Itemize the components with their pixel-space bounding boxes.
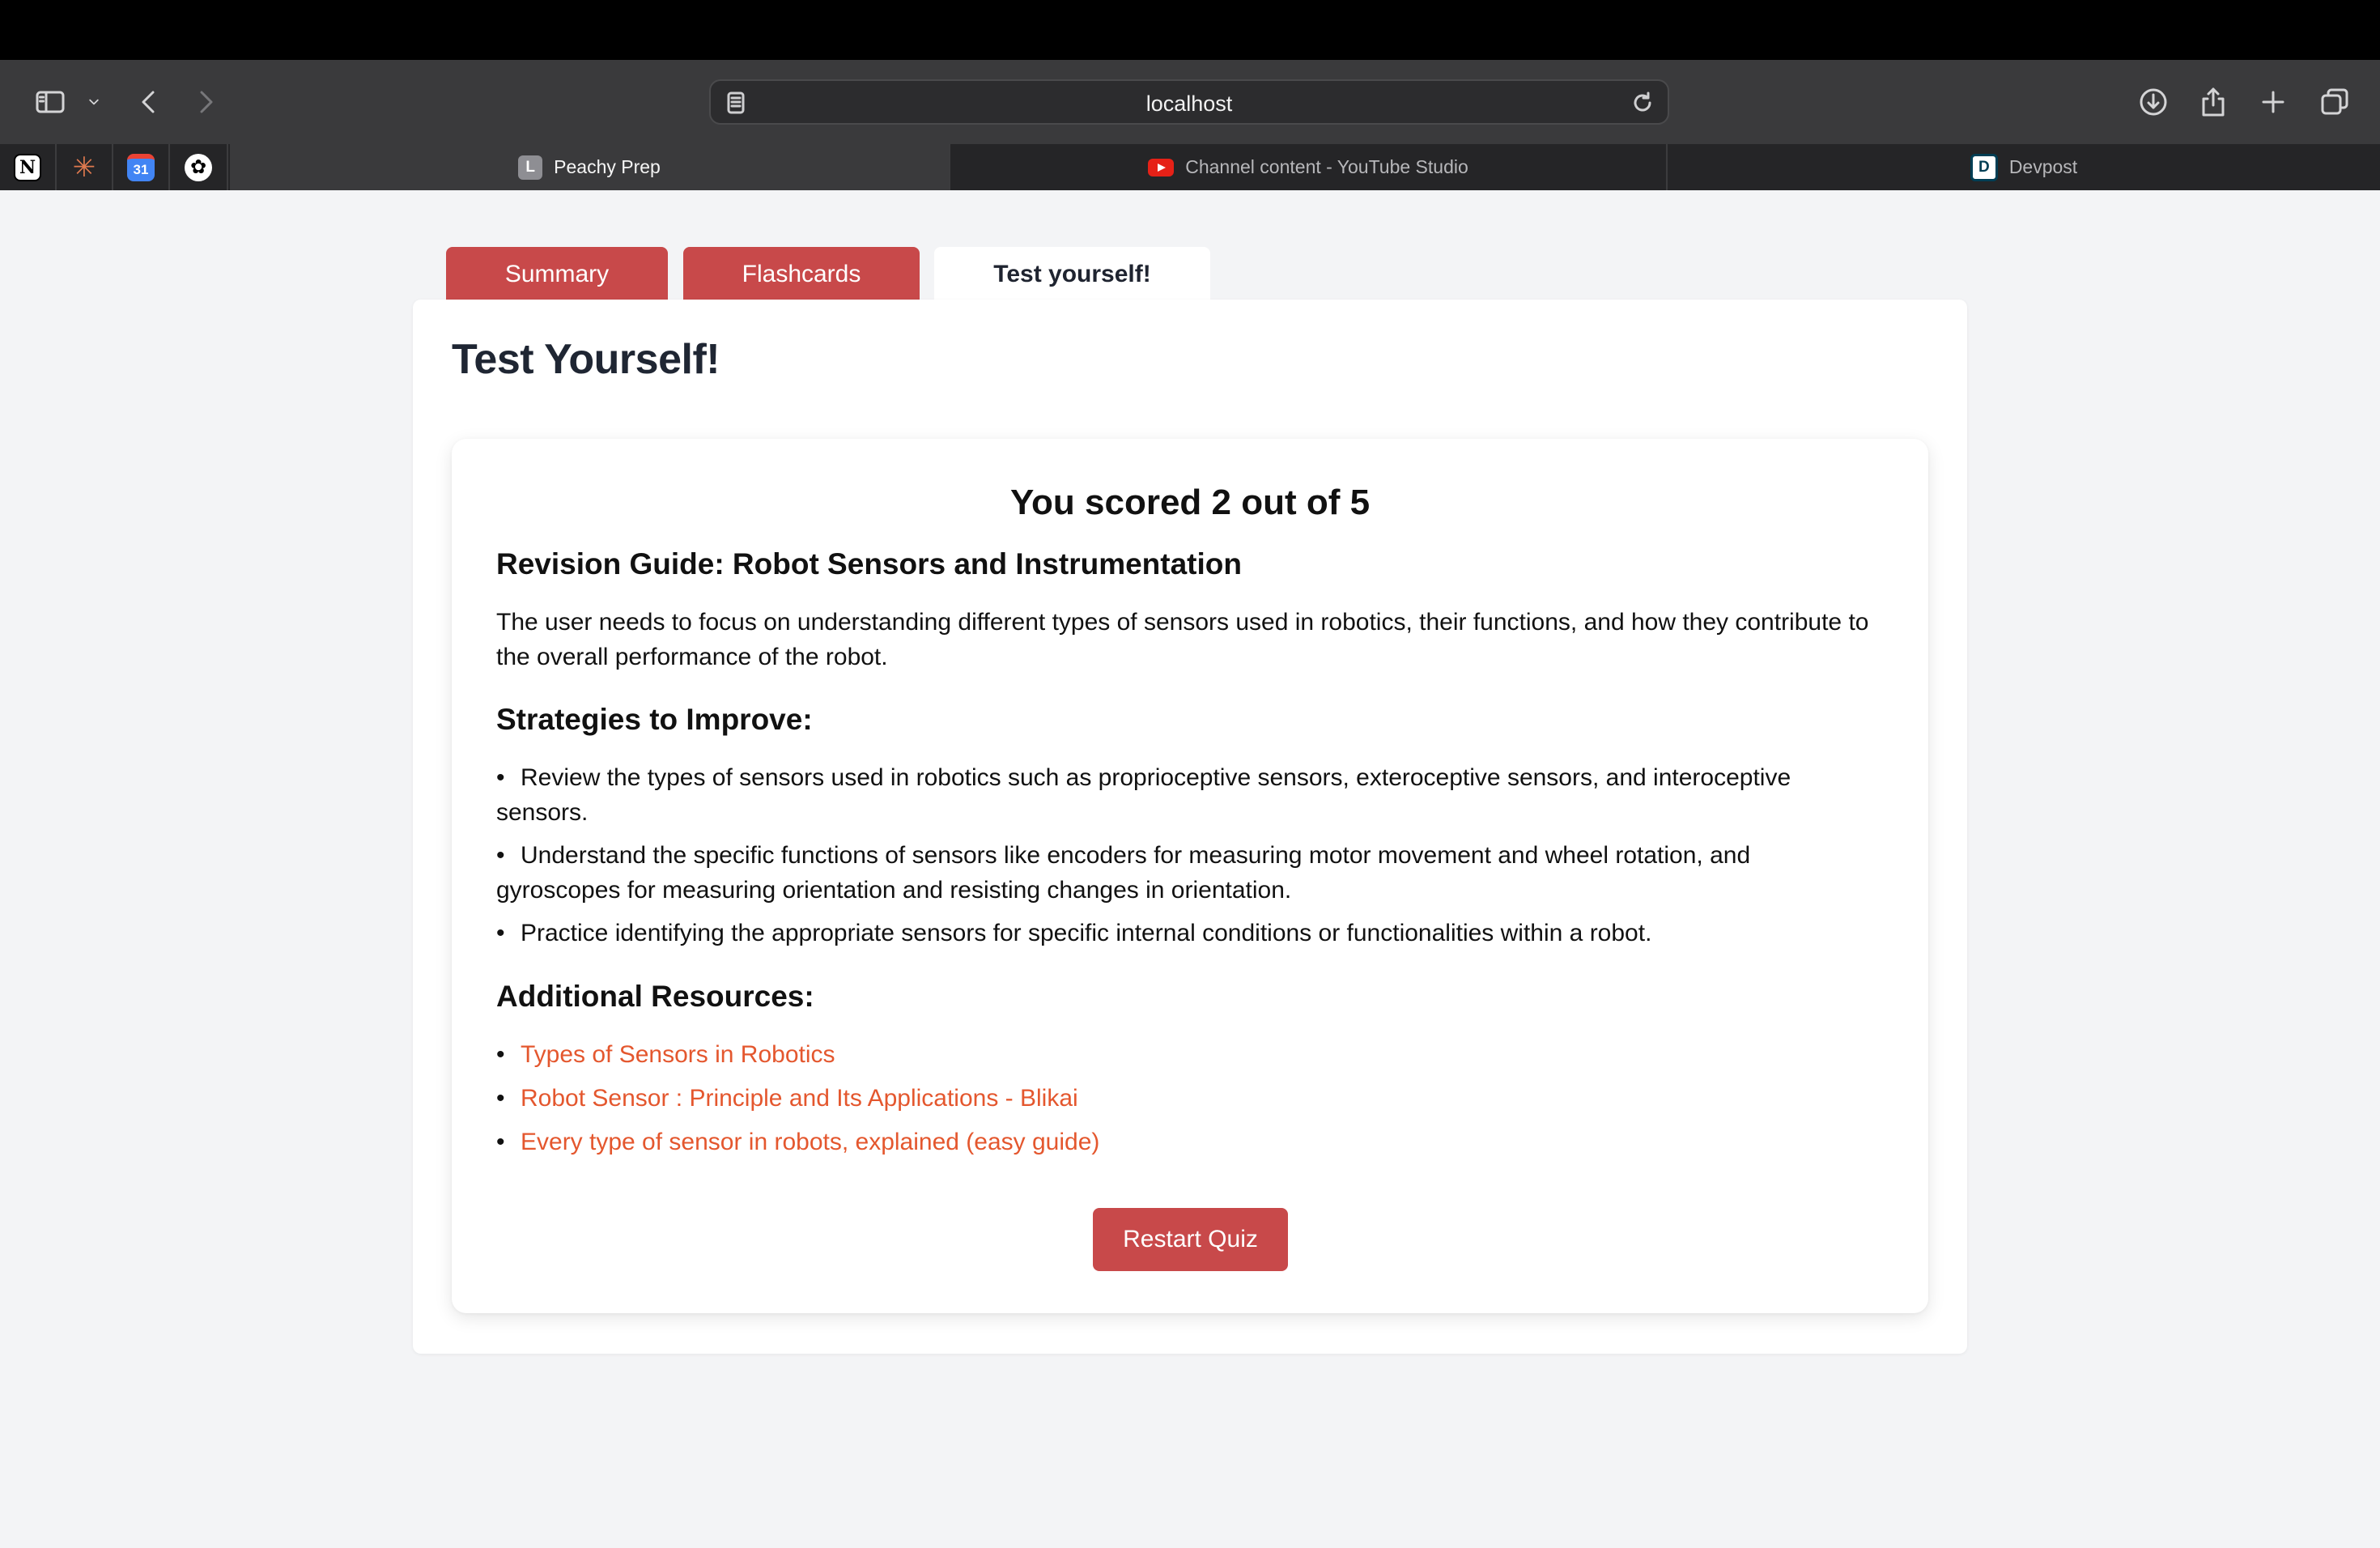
reload-icon[interactable] (1629, 89, 1656, 117)
restart-quiz-button[interactable]: Restart Quiz (1093, 1208, 1288, 1271)
browser-tab-devpost[interactable] (1666, 144, 2380, 190)
downloads-icon[interactable] (2132, 81, 2174, 123)
tab-flashcards[interactable]: Flashcards (683, 247, 920, 302)
notion-icon: N (14, 154, 41, 181)
tab-title: Channel content - YouTube Studio (1185, 156, 1468, 177)
strategies-heading: Strategies to Improve: (496, 703, 813, 736)
guide-text: The user needs to focus on understanding different types of sensors used in robotics, their functions, and how they contribute to the overall performance of the robot. (496, 609, 1869, 670)
share-icon[interactable] (2192, 81, 2234, 123)
browser-tab-youtube-studio[interactable] (949, 144, 1666, 190)
tab-test-yourself[interactable]: Test yourself! (934, 247, 1210, 302)
address-bar[interactable] (709, 79, 1669, 125)
claude-icon: ✳ (72, 151, 96, 183)
back-icon[interactable] (128, 81, 170, 123)
tab-overview-icon[interactable] (2314, 81, 2356, 123)
pinned-tab-claude[interactable] (57, 144, 113, 190)
resource-link[interactable]: Every type of sensor in robots, explained (easy guide) (521, 1129, 1100, 1155)
browser-tab-bar (0, 144, 2380, 190)
tab-title: Devpost (2008, 156, 2078, 177)
list-item: • Understand the specific functions of sensors like encoders for measuring motor movement and wheel rotation, and gyroscopes for measuring orientation and resisting changes in orientation. (496, 842, 1751, 904)
google-calendar-icon: 31 (127, 154, 155, 181)
list-item: • Robot Sensor : Principle and Its Applications - Blikai (496, 1085, 1078, 1112)
chatgpt-icon: ✿ (185, 154, 212, 181)
system-menu-bar (0, 0, 2380, 60)
pinned-tab-notion[interactable] (0, 144, 57, 190)
resource-link[interactable]: Types of Sensors in Robotics (521, 1041, 835, 1068)
score-text: You scored 2 out of 5 (1009, 483, 1371, 522)
browser-toolbar (0, 60, 2380, 144)
browser-tab-peachy-prep[interactable] (230, 144, 949, 190)
page-title: Test Yourself! (452, 336, 720, 383)
resources-heading: Additional Resources: (496, 980, 814, 1013)
chevron-down-icon[interactable] (73, 81, 115, 123)
resource-link[interactable]: Robot Sensor : Principle and Its Applications - Blikai (521, 1085, 1078, 1112)
forward-icon[interactable] (185, 81, 227, 123)
strategy-text: Understand the specific functions of sensors like encoders for measuring motor movement and wheel rotation, and gyroscopes for measuring orientation and resisting changes in orientation. (496, 842, 1751, 904)
tab-summary[interactable]: Summary (446, 247, 668, 302)
list-item: • Review the types of sensors used in robotics such as proprioceptive sensors, exteroceptive sensors, and interoceptive sensors. (496, 764, 1791, 826)
tab-favicon-l: L (518, 155, 542, 180)
quiz-card (413, 300, 1967, 1354)
list-item: • Types of Sensors in Robotics (496, 1041, 835, 1068)
tab-title: Peachy Prep (554, 156, 661, 177)
list-item: • Every type of sensor in robots, explained (easy guide) (496, 1129, 1100, 1155)
sidebar-toggle-icon[interactable] (29, 81, 71, 123)
pinned-tab-chatgpt[interactable] (170, 144, 228, 190)
new-tab-icon[interactable] (2252, 81, 2294, 123)
strategy-text: Review the types of sensors used in robotics such as proprioceptive sensors, exteroceptive sensors, and interoceptive sensors. (496, 764, 1791, 826)
guide-heading: Revision Guide: Robot Sensors and Instrumentation (496, 547, 1242, 580)
url-text: localhost (1145, 91, 1233, 116)
pinned-tab-calendar[interactable] (113, 144, 170, 190)
results-panel (452, 439, 1928, 1313)
list-item: • Practice identifying the appropriate sensors for specific internal conditions or functionalities within a robot. (496, 920, 1652, 946)
youtube-icon (1148, 159, 1174, 176)
strategy-text: Practice identifying the appropriate sensors for specific internal conditions or functionalities within a robot. (521, 920, 1652, 946)
devpost-icon: D (1970, 154, 1998, 181)
